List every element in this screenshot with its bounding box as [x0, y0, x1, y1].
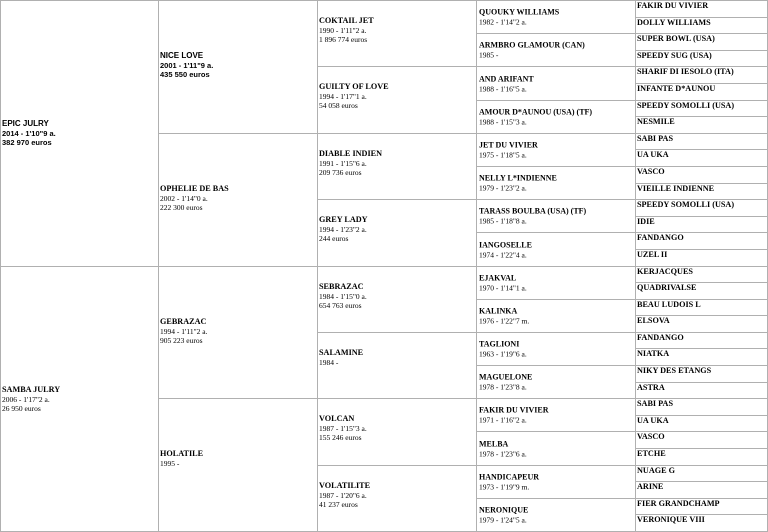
- birth-year-record: 2014 - 1'10"9 a.: [2, 129, 56, 138]
- horse-name: KERJACQUES: [637, 267, 693, 276]
- horse-name: SEBRAZAC: [319, 282, 364, 291]
- birth-year-record: 1963 - 1'19"6 a.: [479, 349, 527, 359]
- horse-name: BEAU LUDOIS L: [637, 300, 701, 309]
- birth-year-record: 1982 - 1'14"2 a.: [479, 17, 527, 27]
- horse-name: GUILTY OF LOVE: [319, 82, 389, 91]
- ancestor-cell[interactable]: [476, 0, 636, 34]
- birth-year-record: 1994 - 1'17"1 a.: [319, 92, 367, 101]
- horse-name: NELLY L*INDIENNE: [479, 173, 557, 183]
- horse-name: HANDICAPEUR: [479, 472, 539, 482]
- ancestor-cell[interactable]: [158, 266, 318, 399]
- earnings: 654 763 euros: [319, 301, 362, 310]
- horse-name: GREY LADY: [319, 215, 368, 224]
- horse-name: JET DU VIVIER: [479, 140, 538, 150]
- horse-name: DOLLY WILLIAMS: [637, 18, 711, 27]
- horse-name: VOLATILITE: [319, 481, 371, 490]
- horse-name: KALINKA: [479, 306, 518, 316]
- ancestor-cell[interactable]: [317, 266, 477, 333]
- birth-year-record: 1979 - 1'24"5 a.: [479, 515, 527, 525]
- ancestor-cell[interactable]: [476, 166, 636, 200]
- ancestor-cell[interactable]: [158, 398, 318, 532]
- horse-name: ELSOVA: [637, 316, 670, 325]
- birth-year-record: 1988 - 1'16"5 a.: [479, 84, 527, 93]
- ancestor-cell[interactable]: [635, 100, 768, 117]
- horse-name: VERONIQUE VIII: [637, 515, 705, 524]
- horse-name: AMOUR D*AUNOU (USA) (TF): [479, 107, 593, 117]
- horse-name: UA UKA: [637, 416, 669, 425]
- horse-name: DIABLE INDIEN: [319, 149, 383, 158]
- birth-year-record: 1975 - 1'18"5 a.: [479, 150, 527, 160]
- earnings: 209 736 euros: [319, 168, 362, 177]
- horse-name: VIEILLE INDIENNE: [637, 184, 715, 193]
- birth-year-record: 2006 - 1'17"2 a.: [2, 395, 50, 404]
- ancestor-cell[interactable]: [635, 199, 768, 217]
- ancestor-cell[interactable]: [158, 0, 318, 134]
- ancestor-cell[interactable]: [476, 498, 636, 532]
- ancestor-cell[interactable]: [317, 398, 477, 466]
- ancestor-cell[interactable]: [317, 0, 477, 67]
- ancestor-cell[interactable]: [635, 315, 768, 333]
- horse-name: NICE LOVE: [160, 51, 204, 60]
- birth-year-record: 2002 - 1'14"0 a.: [160, 194, 208, 203]
- horse-name: ARINE: [637, 482, 664, 491]
- horse-name: VASCO: [637, 432, 665, 441]
- horse-name: COKTAIL JET: [319, 16, 374, 25]
- horse-name: UZEL II: [637, 250, 668, 259]
- horse-name: FANDANGO: [637, 333, 684, 342]
- horse-name: SALAMINE: [319, 348, 364, 357]
- horse-name: NUAGE G: [637, 466, 675, 475]
- birth-year-record: 1978 - 1'23"8 a.: [479, 382, 527, 392]
- ancestor-cell[interactable]: [635, 33, 768, 51]
- earnings: 54 058 euros: [319, 101, 358, 110]
- horse-name: GEBRAZAC: [160, 317, 207, 326]
- horse-name: IDIE: [637, 217, 655, 226]
- ancestor-cell[interactable]: [317, 199, 477, 267]
- earnings: 41 237 euros: [319, 500, 358, 509]
- ancestor-cell[interactable]: [635, 448, 768, 466]
- horse-name: ETCHE: [637, 449, 666, 458]
- birth-year-record: 1984 - 1'15"0 a.: [319, 292, 367, 301]
- earnings: 26 950 euros: [2, 404, 41, 413]
- ancestor-cell[interactable]: [158, 133, 318, 267]
- horse-name: FIER GRANDCHAMP: [637, 499, 720, 508]
- birth-year-record: 1985 - 1'18"8 a.: [479, 216, 527, 226]
- horse-name: SUPER BOWL (USA): [637, 34, 715, 43]
- earnings: 155 246 euros: [319, 433, 362, 442]
- birth-year-record: 1994 - 1'23"2 a.: [319, 225, 367, 234]
- ancestor-cell[interactable]: [476, 365, 636, 399]
- ancestor-cell[interactable]: [476, 199, 636, 233]
- ancestor-cell[interactable]: [476, 266, 636, 300]
- ancestor-cell[interactable]: [476, 465, 636, 499]
- horse-name: NIKY DES ETANGS: [637, 366, 712, 375]
- ancestor-cell[interactable]: [635, 398, 768, 416]
- horse-name: NIATKA: [637, 349, 670, 358]
- ancestor-cell[interactable]: [476, 232, 636, 267]
- ancestor-cell[interactable]: [476, 398, 636, 432]
- horse-name: ARMBRO GLAMOUR (CAN): [479, 40, 585, 50]
- birth-year-record: 1978 - 1'23"6 a.: [479, 449, 527, 458]
- horse-name: FAKIR DU VIVIER: [479, 405, 549, 415]
- ancestor-cell[interactable]: [635, 365, 768, 383]
- ancestor-cell[interactable]: [317, 133, 477, 200]
- horse-name: INFANTE D*AUNOU: [637, 84, 716, 93]
- ancestor-cell[interactable]: [635, 232, 768, 250]
- earnings: 222 300 euros: [160, 203, 203, 212]
- horse-name: MELBA: [479, 439, 509, 448]
- horse-name: NERONIQUE: [479, 505, 529, 515]
- ancestor-cell[interactable]: [476, 33, 636, 67]
- horse-name: FAKIR DU VIVIER: [637, 1, 709, 10]
- ancestor-cell[interactable]: [476, 66, 636, 101]
- birth-year-record: 1976 - 1'22"7 m.: [479, 316, 530, 326]
- birth-year-record: 1990 - 1'11"2 a.: [319, 26, 367, 35]
- horse-name: UA UKA: [637, 150, 669, 159]
- birth-year-record: 1974 - 1'22"4 a.: [479, 250, 527, 259]
- horse-name: TARASS BOULBA (USA) (TF): [479, 206, 587, 216]
- ancestor-cell[interactable]: [635, 299, 768, 316]
- horse-name: MAGUELONE: [479, 372, 533, 382]
- horse-name: SPEEDY SOMOLLI (USA): [637, 101, 735, 110]
- ancestor-cell[interactable]: [635, 266, 768, 283]
- ancestor-cell[interactable]: [635, 17, 768, 34]
- horse-name: SHARIF DI IESOLO (ITA): [637, 67, 734, 76]
- ancestor-cell[interactable]: [317, 66, 477, 134]
- horse-name: VASCO: [637, 167, 665, 176]
- ancestor-cell[interactable]: [476, 332, 636, 366]
- ancestor-cell[interactable]: [635, 133, 768, 150]
- horse-name: HOLATILE: [160, 449, 204, 458]
- ancestor-cell[interactable]: [476, 431, 636, 466]
- ancestor-cell[interactable]: [635, 116, 768, 134]
- horse-name: SPEEDY SOMOLLI (USA): [637, 200, 735, 209]
- horse-name: NESMILE: [637, 117, 675, 126]
- ancestor-cell[interactable]: [635, 149, 768, 167]
- birth-year-record: 1985 -: [479, 50, 499, 60]
- birth-year-record: 1970 - 1'14"1 a.: [479, 283, 527, 293]
- ancestor-cell[interactable]: [635, 282, 768, 300]
- birth-year-record: 1987 - 1'20"6 a.: [319, 491, 367, 500]
- ancestor-cell[interactable]: [635, 348, 768, 366]
- birth-year-record: 1995 -: [160, 459, 180, 468]
- ancestor-cell[interactable]: [635, 332, 768, 349]
- birth-year-record: 1991 - 1'15"6 a.: [319, 159, 367, 168]
- horse-name: QUADRIVALSE: [637, 283, 697, 292]
- horse-name: ASTRA: [637, 383, 665, 392]
- horse-name: SPEEDY SUG (USA): [637, 51, 712, 60]
- ancestor-cell[interactable]: [476, 133, 636, 167]
- ancestor-cell[interactable]: [635, 50, 768, 67]
- ancestor-cell[interactable]: [635, 66, 768, 84]
- horse-name: OPHELIE DE BAS: [160, 184, 229, 193]
- ancestor-cell[interactable]: [635, 216, 768, 233]
- ancestor-cell[interactable]: [635, 249, 768, 267]
- earnings: 905 223 euros: [160, 336, 203, 345]
- ancestor-cell[interactable]: [635, 431, 768, 449]
- ancestor-cell[interactable]: [317, 332, 477, 399]
- horse-name: EPIC JULRY: [2, 119, 49, 128]
- birth-year-record: 1973 - 1'19"9 m.: [479, 482, 530, 492]
- ancestor-cell[interactable]: [635, 415, 768, 432]
- horse-name: FANDANGO: [637, 233, 684, 242]
- horse-name: SAMBA JULRY: [2, 385, 61, 394]
- ancestor-cell[interactable]: [635, 481, 768, 499]
- earnings: 1 896 774 euros: [319, 35, 368, 44]
- ancestor-cell[interactable]: [476, 100, 636, 134]
- ancestor-cell[interactable]: [0, 0, 159, 267]
- birth-year-record: 2001 - 1'11"9 a.: [160, 61, 214, 70]
- birth-year-record: 1987 - 1'15"3 a.: [319, 424, 367, 433]
- earnings: 244 euros: [319, 234, 349, 243]
- horse-name: QUOUKY WILLIAMS: [479, 7, 560, 17]
- ancestor-cell[interactable]: [635, 382, 768, 399]
- ancestor-cell[interactable]: [635, 514, 768, 532]
- horse-name: SABI PAS: [637, 399, 674, 408]
- birth-year-record: 1984 -: [319, 358, 339, 367]
- ancestor-cell[interactable]: [635, 183, 768, 200]
- ancestor-cell[interactable]: [635, 166, 768, 184]
- birth-year-record: 1994 - 1'11"2 a.: [160, 327, 208, 336]
- horse-name: SABI PAS: [637, 134, 674, 143]
- horse-name: EJAKVAL: [479, 273, 517, 283]
- ancestor-cell[interactable]: [635, 83, 768, 101]
- ancestor-cell[interactable]: [635, 0, 768, 18]
- ancestor-cell[interactable]: [476, 299, 636, 333]
- ancestor-cell[interactable]: [317, 465, 477, 532]
- horse-name: AND ARIFANT: [479, 74, 534, 83]
- birth-year-record: 1971 - 1'16"2 a.: [479, 415, 527, 425]
- earnings: 382 970 euros: [2, 138, 52, 147]
- birth-year-record: 1979 - 1'23"2 a.: [479, 183, 527, 193]
- ancestor-cell[interactable]: [635, 465, 768, 482]
- horse-name: VOLCAN: [319, 414, 355, 423]
- ancestor-cell[interactable]: [635, 498, 768, 515]
- ancestor-cell[interactable]: [0, 266, 159, 532]
- earnings: 435 550 euros: [160, 70, 210, 79]
- horse-name: IANGOSELLE: [479, 240, 532, 249]
- birth-year-record: 1988 - 1'15"3 a.: [479, 117, 527, 127]
- horse-name: TAGLIONI: [479, 339, 520, 349]
